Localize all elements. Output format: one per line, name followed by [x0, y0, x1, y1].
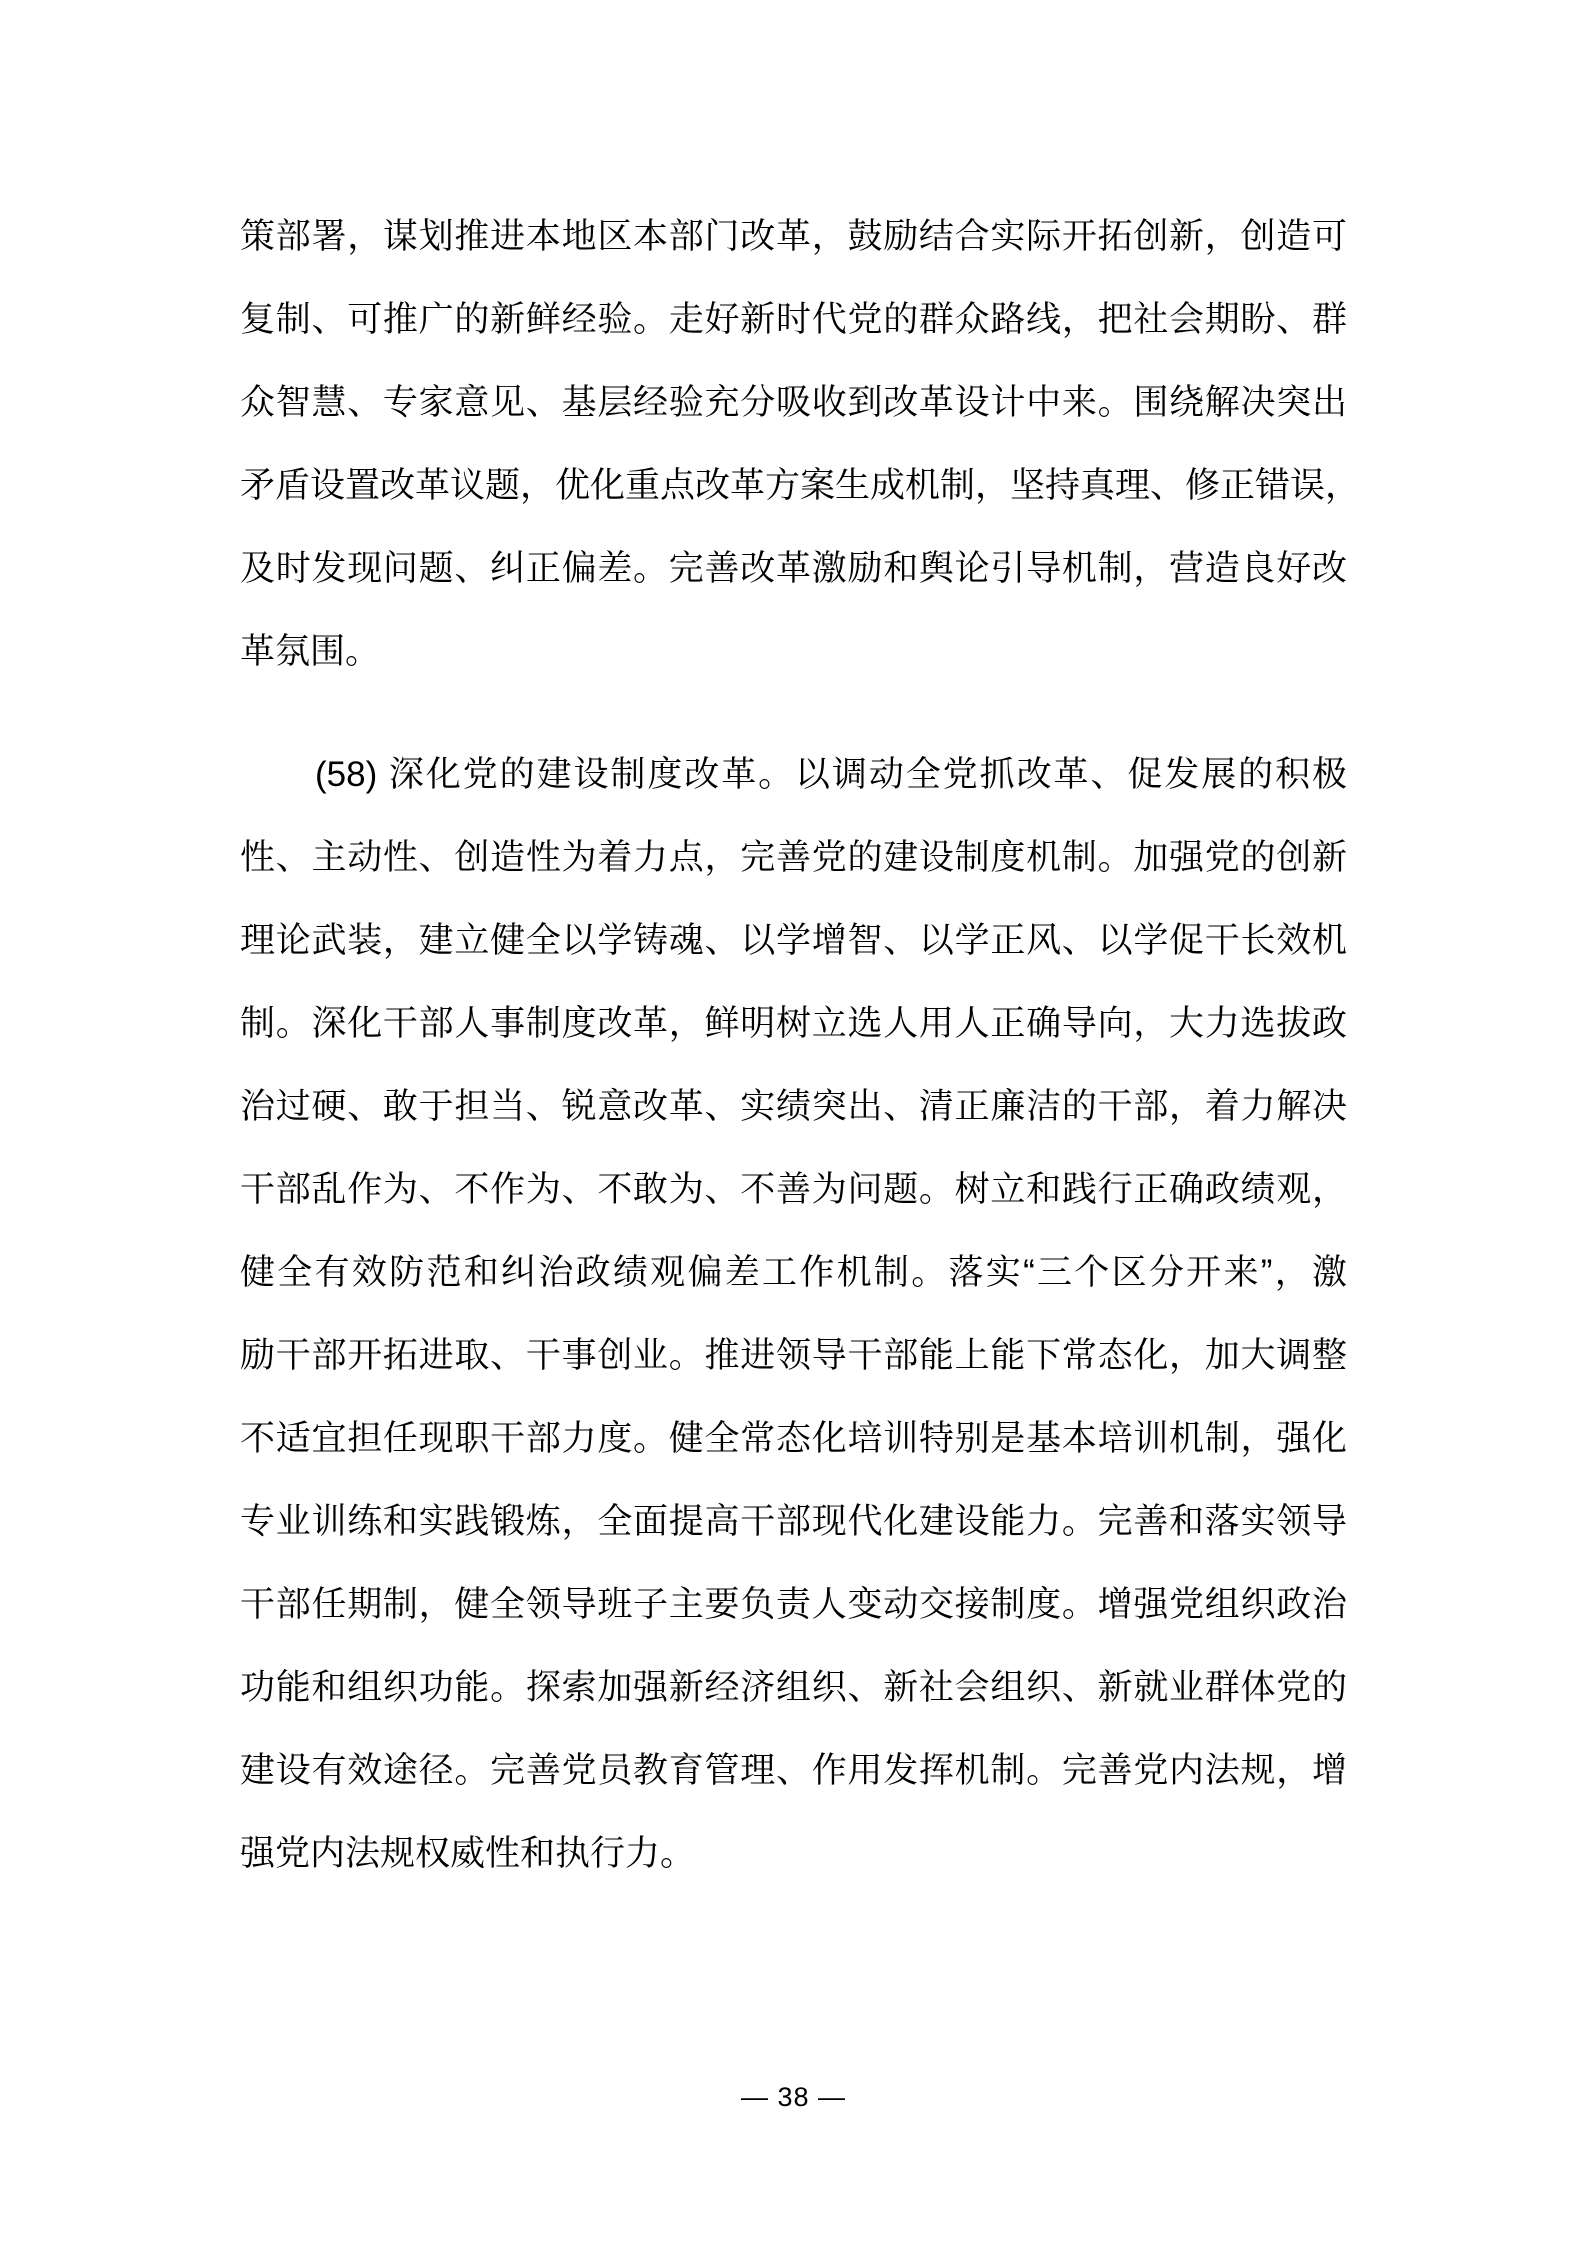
text-block	[240, 195, 1361, 1895]
text-line: 复制、可推广的新鲜经验。走好新时代党的群众路线，把社会期盼、群	[240, 300, 1347, 339]
paragraph-1	[240, 195, 1361, 693]
text-line: 功能和组织功能。探索加强新经济组织、新社会组织、新就业群体党的	[240, 1668, 1347, 1707]
text-line: 干部任期制，健全领导班子主要负责人变动交接制度。增强党组织政治	[240, 1585, 1347, 1624]
text-line: 不适宜担任现职干部力度。健全常态化培训特别是基本培训机制，强化	[240, 1419, 1347, 1458]
text-line: 策部署，谋划推进本地区本部门改革，鼓励结合实际开拓创新，创造可	[240, 217, 1347, 256]
text-line: 及时发现问题、纠正偏差。完善改革激励和舆论引导机制，营造良好改	[240, 549, 1347, 588]
text-line: 理论武装，建立健全以学铸魂、以学增智、以学正风、以学促干长效机	[240, 921, 1347, 960]
text-line: 建设有效途径。完善党员教育管理、作用发挥机制。完善党内法规，增	[240, 1751, 1347, 1790]
text-line: 专业训练和实践锻炼，全面提高干部现代化建设能力。完善和落实领导	[240, 1502, 1347, 1541]
text-line: 众智慧、专家意见、基层经验充分吸收到改革设计中来。围绕解决突出	[240, 383, 1347, 422]
text-line: 性、主动性、创造性为着力点，完善党的建设制度机制。加强党的创新	[240, 838, 1347, 877]
paragraph-2	[240, 733, 1347, 1895]
text-line: 励干部开拓进取、干事创业。推进领导干部能上能下常态化，加大调整	[240, 1336, 1347, 1375]
text-line: 强党内法规权威性和执行力。	[240, 1834, 696, 1873]
text-line: 矛盾设置改革议题，优化重点改革方案生成机制，坚持真理、修正错误，	[240, 466, 1361, 505]
text-line: 革氛围。	[240, 632, 381, 671]
text-line: 健全有效防范和纠治政绩观偏差工作机制。落实“三个区分开来”，激	[240, 1253, 1347, 1292]
page-footer	[0, 2082, 1587, 2112]
page-number: — 38 —	[740, 2082, 847, 2112]
text-line: 治过硬、敢于担当、锐意改革、实绩突出、清正廉洁的干部，着力解决	[240, 1087, 1347, 1126]
text-line: 干部乱作为、不作为、不敢为、不善为问题。树立和践行正确政绩观，	[240, 1170, 1347, 1209]
text-line: 制。深化干部人事制度改革，鲜明树立选人用人正确导向，大力选拔政	[240, 1004, 1347, 1043]
text-line: (58) 深化党的建设制度改革。以调动全党抓改革、促发展的积极	[315, 755, 1347, 794]
